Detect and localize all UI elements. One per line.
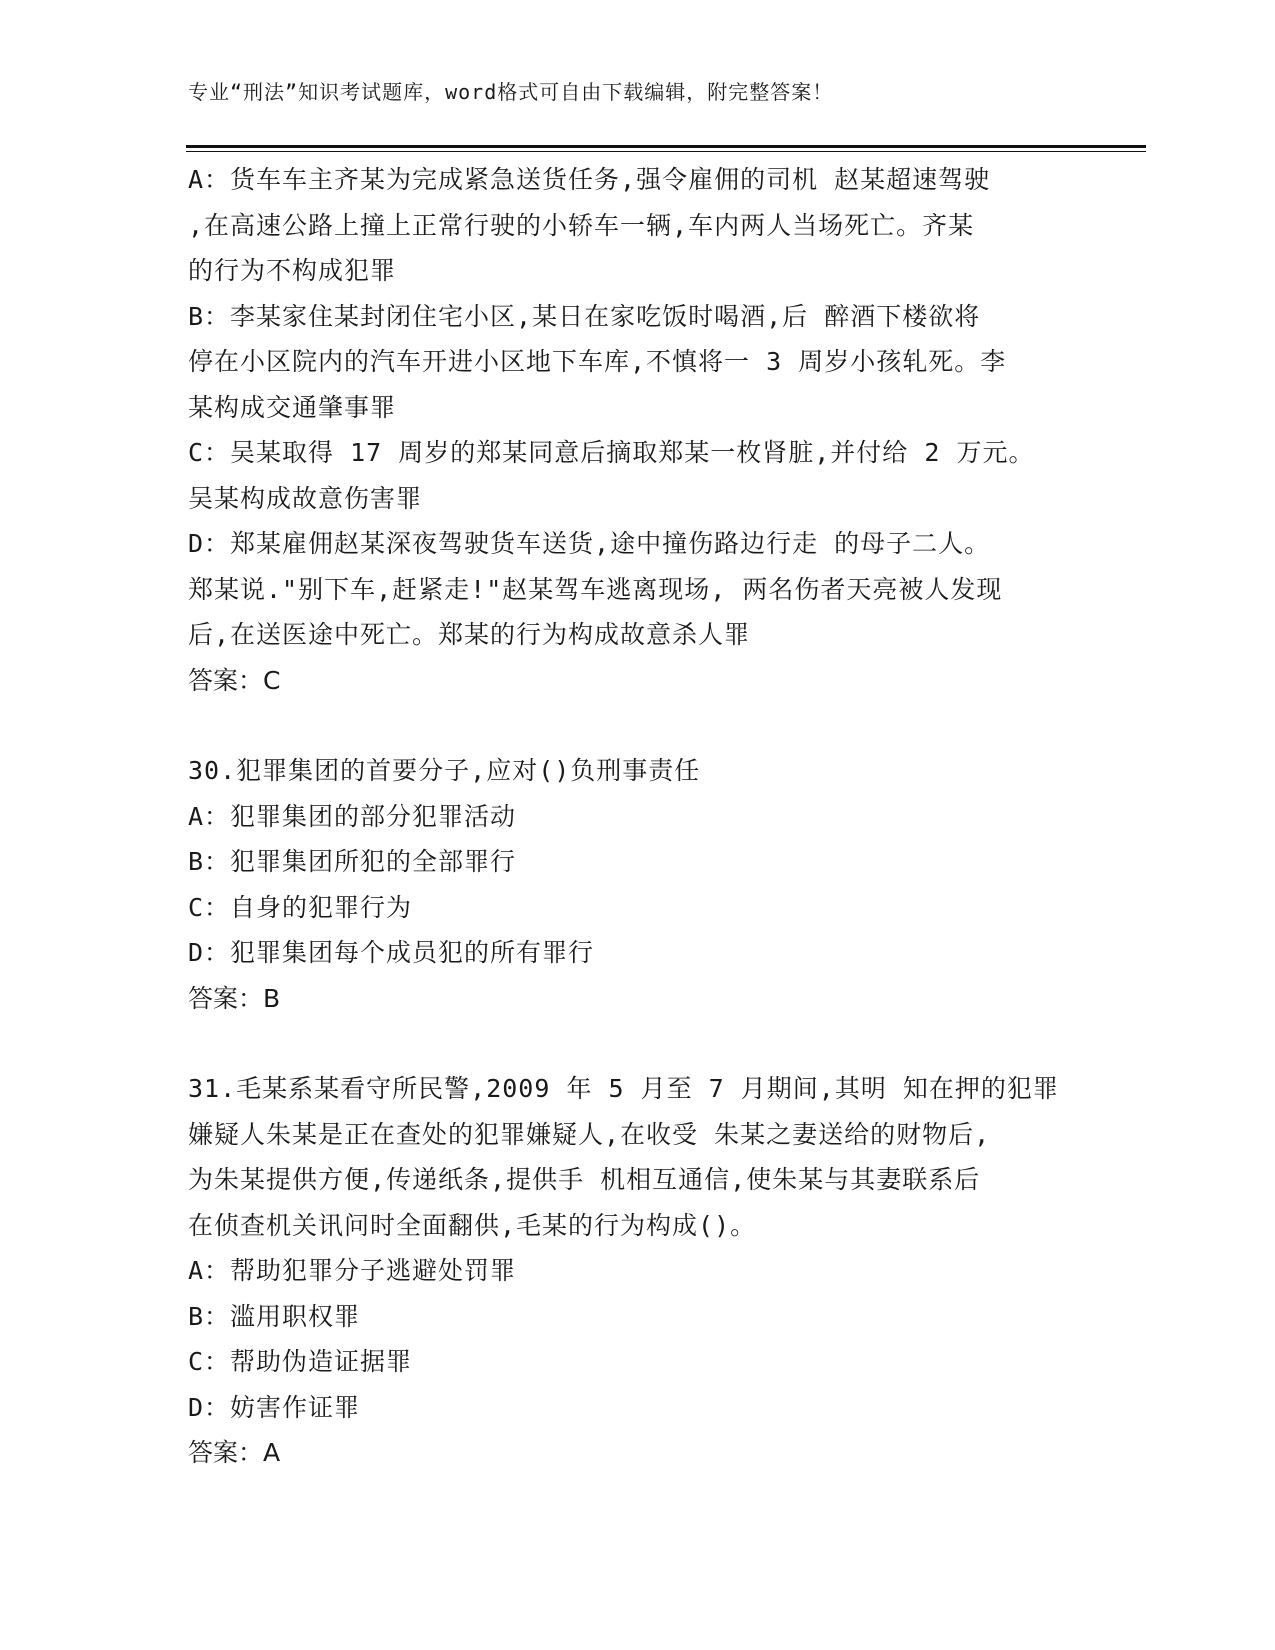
block-spacer <box>188 703 1088 748</box>
question-line: B：李某家住某封闭住宅小区,某日在家吃饭时喝酒,后 醉酒下楼欲将 <box>188 301 981 331</box>
question-line: 停在小区院内的汽车开进小区地下车库,不慎将一 3 周岁小孩轧死。李 <box>188 347 1007 376</box>
question-stem: 为朱某提供方便,传递纸条,提供手 机相互通信,使朱某与其妻联系后 <box>188 1165 981 1194</box>
block-spacer <box>188 1021 1088 1066</box>
question-line: ,在高速公路上撞上正常行驶的小轿车一辆,车内两人当场死亡。齐某 <box>188 210 975 240</box>
question-line: 吴某构成故意伤害罪 <box>188 483 423 513</box>
question-block-30 <box>188 748 1088 1021</box>
header-rule-thin <box>186 151 1146 152</box>
question-content <box>188 157 1088 1476</box>
option-c: C：帮助伪造证据罪 <box>188 1347 413 1376</box>
question-line: 某构成交通肇事罪 <box>188 392 397 422</box>
option-b: B：犯罪集团所犯的全部罪行 <box>188 847 517 876</box>
question-stem: 31.毛某系某看守所民警,2009 年 5 月至 7 月期间,其明 知在押的犯罪 <box>188 1074 1059 1103</box>
answer-label: 答案：B <box>188 983 281 1013</box>
page-header: 专业“刑法”知识考试题库，word格式可自由下载编辑，附完整答案！ <box>188 80 834 104</box>
header-rule-thick <box>186 145 1146 148</box>
option-d: D：犯罪集团每个成员犯的所有罪行 <box>188 938 595 967</box>
question-line: D：郑某雇佣赵某深夜驾驶货车送货,途中撞伤路边行走 的母子二人。 <box>188 529 991 558</box>
answer-label: 答案：A <box>188 1438 281 1467</box>
option-a: A：犯罪集团的部分犯罪活动 <box>188 801 517 831</box>
question-stem: 嫌疑人朱某是正在查处的犯罪嫌疑人,在收受 朱某之妻送给的财物后, <box>188 1119 991 1149</box>
option-a: A：帮助犯罪分子逃避处罚罪 <box>188 1256 517 1285</box>
option-c: C：自身的犯罪行为 <box>188 892 413 922</box>
question-stem: 30.犯罪集团的首要分子,应对()负刑事责任 <box>188 756 701 785</box>
question-block-29 <box>188 157 1088 703</box>
question-line: A：货车车主齐某为完成紧急送货任务,强令雇佣的司机 赵某超速驾驶 <box>188 165 991 194</box>
question-line: 后,在送医途中死亡。郑某的行为构成故意杀人罪 <box>188 620 751 649</box>
question-line: 的行为不构成犯罪 <box>188 256 397 285</box>
question-line: 郑某说."别下车,赶紧走!"赵某驾车逃离现场, 两名伤者天亮被人发现 <box>188 574 1003 604</box>
question-block-31 <box>188 1066 1088 1476</box>
answer-label: 答案：C <box>188 665 281 695</box>
option-b: B：滥用职权罪 <box>188 1301 361 1331</box>
question-line: C：吴某取得 17 周岁的郑某同意后摘取郑某一枚肾脏,并付给 2 万元。 <box>188 438 1035 467</box>
question-stem: 在侦查机关讯问时全面翻供,毛某的行为构成()。 <box>188 1210 757 1240</box>
option-d: D：妨害作证罪 <box>188 1392 361 1422</box>
